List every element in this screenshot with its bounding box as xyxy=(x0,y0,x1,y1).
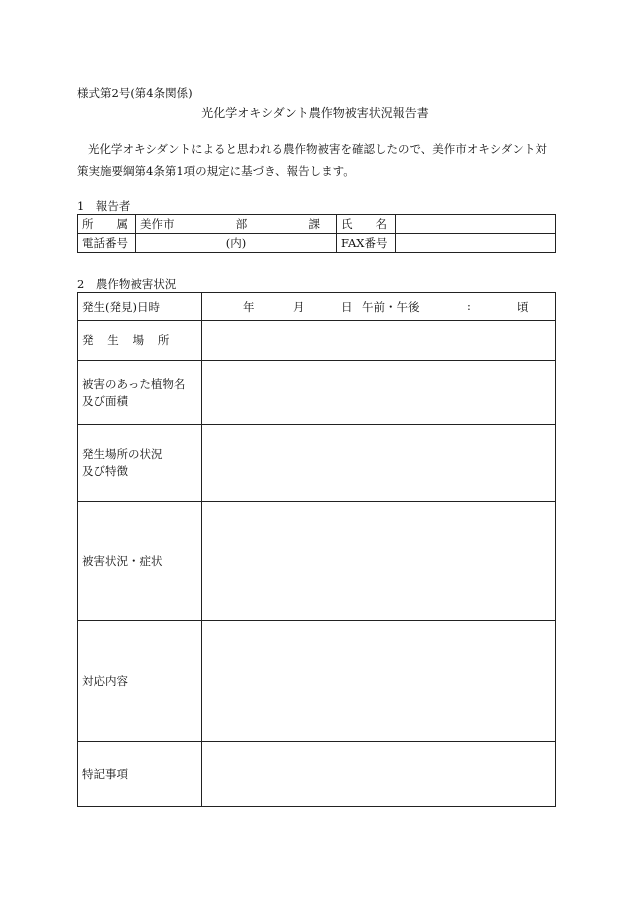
phone-label: 電話番号 xyxy=(78,234,136,253)
response-field[interactable] xyxy=(202,621,556,742)
location-label: 発生場所 xyxy=(78,321,202,361)
response-label: 対応内容 xyxy=(78,621,202,742)
affiliation-field[interactable] xyxy=(136,215,337,234)
table-row xyxy=(78,361,556,425)
name-label: 氏 名 xyxy=(337,215,396,234)
damage-symptom-label: 被害状況・症状 xyxy=(78,502,202,621)
dept-label: 部 xyxy=(235,217,248,231)
time-colon: : xyxy=(467,298,471,313)
date-label: 発生(発見)日時 xyxy=(78,293,202,321)
damage-symptom-field[interactable] xyxy=(202,502,556,621)
year-label: 年 xyxy=(243,299,255,314)
extension-label: (内) xyxy=(225,236,247,250)
remarks-label: 特記事項 xyxy=(78,742,202,807)
intro-paragraph: 光化学オキシダントによると思われる農作物被害を確認したので、美作市オキシダント対策実施要綱第4条第1項の規定に基づき、報告します。 xyxy=(77,142,547,178)
plant-area-label: 被害のあった植物名 及び面積 xyxy=(78,361,202,425)
document-title: 光化学オキシダント農作物被害状況報告書 xyxy=(201,106,429,120)
table-row xyxy=(78,215,556,234)
site-condition-field[interactable] xyxy=(202,425,556,502)
city-text: 美作市 xyxy=(140,217,175,231)
section-reporter-heading: 1 報告者 xyxy=(77,199,131,213)
plant-area-field[interactable] xyxy=(202,361,556,425)
month-label: 月 xyxy=(293,299,305,314)
table-row xyxy=(78,502,556,621)
site-condition-label: 発生場所の状況 及び特徴 xyxy=(78,425,202,502)
table-row xyxy=(78,293,556,321)
ampm-label: 午前・午後 xyxy=(362,299,420,314)
name-field[interactable] xyxy=(396,215,556,234)
day-label: 日 xyxy=(341,299,353,314)
table-row xyxy=(78,621,556,742)
form-number: 様式第2号(第4条関係) xyxy=(77,86,193,100)
affiliation-label: 所 属 xyxy=(78,215,136,234)
remarks-field[interactable] xyxy=(202,742,556,807)
table-row xyxy=(78,742,556,807)
reporter-table xyxy=(77,214,556,253)
damage-table xyxy=(77,292,556,807)
section-label: 課 xyxy=(308,217,320,231)
date-field[interactable] xyxy=(202,293,556,321)
approx-label: 頃 xyxy=(517,299,529,314)
phone-field[interactable] xyxy=(136,234,337,253)
table-row xyxy=(78,321,556,361)
fax-field[interactable] xyxy=(396,234,556,253)
table-row xyxy=(78,234,556,253)
table-row xyxy=(78,425,556,502)
fax-label: FAX番号 xyxy=(337,234,396,253)
location-field[interactable] xyxy=(202,321,556,361)
section-damage-heading: 2 農作物被害状況 xyxy=(77,277,177,291)
